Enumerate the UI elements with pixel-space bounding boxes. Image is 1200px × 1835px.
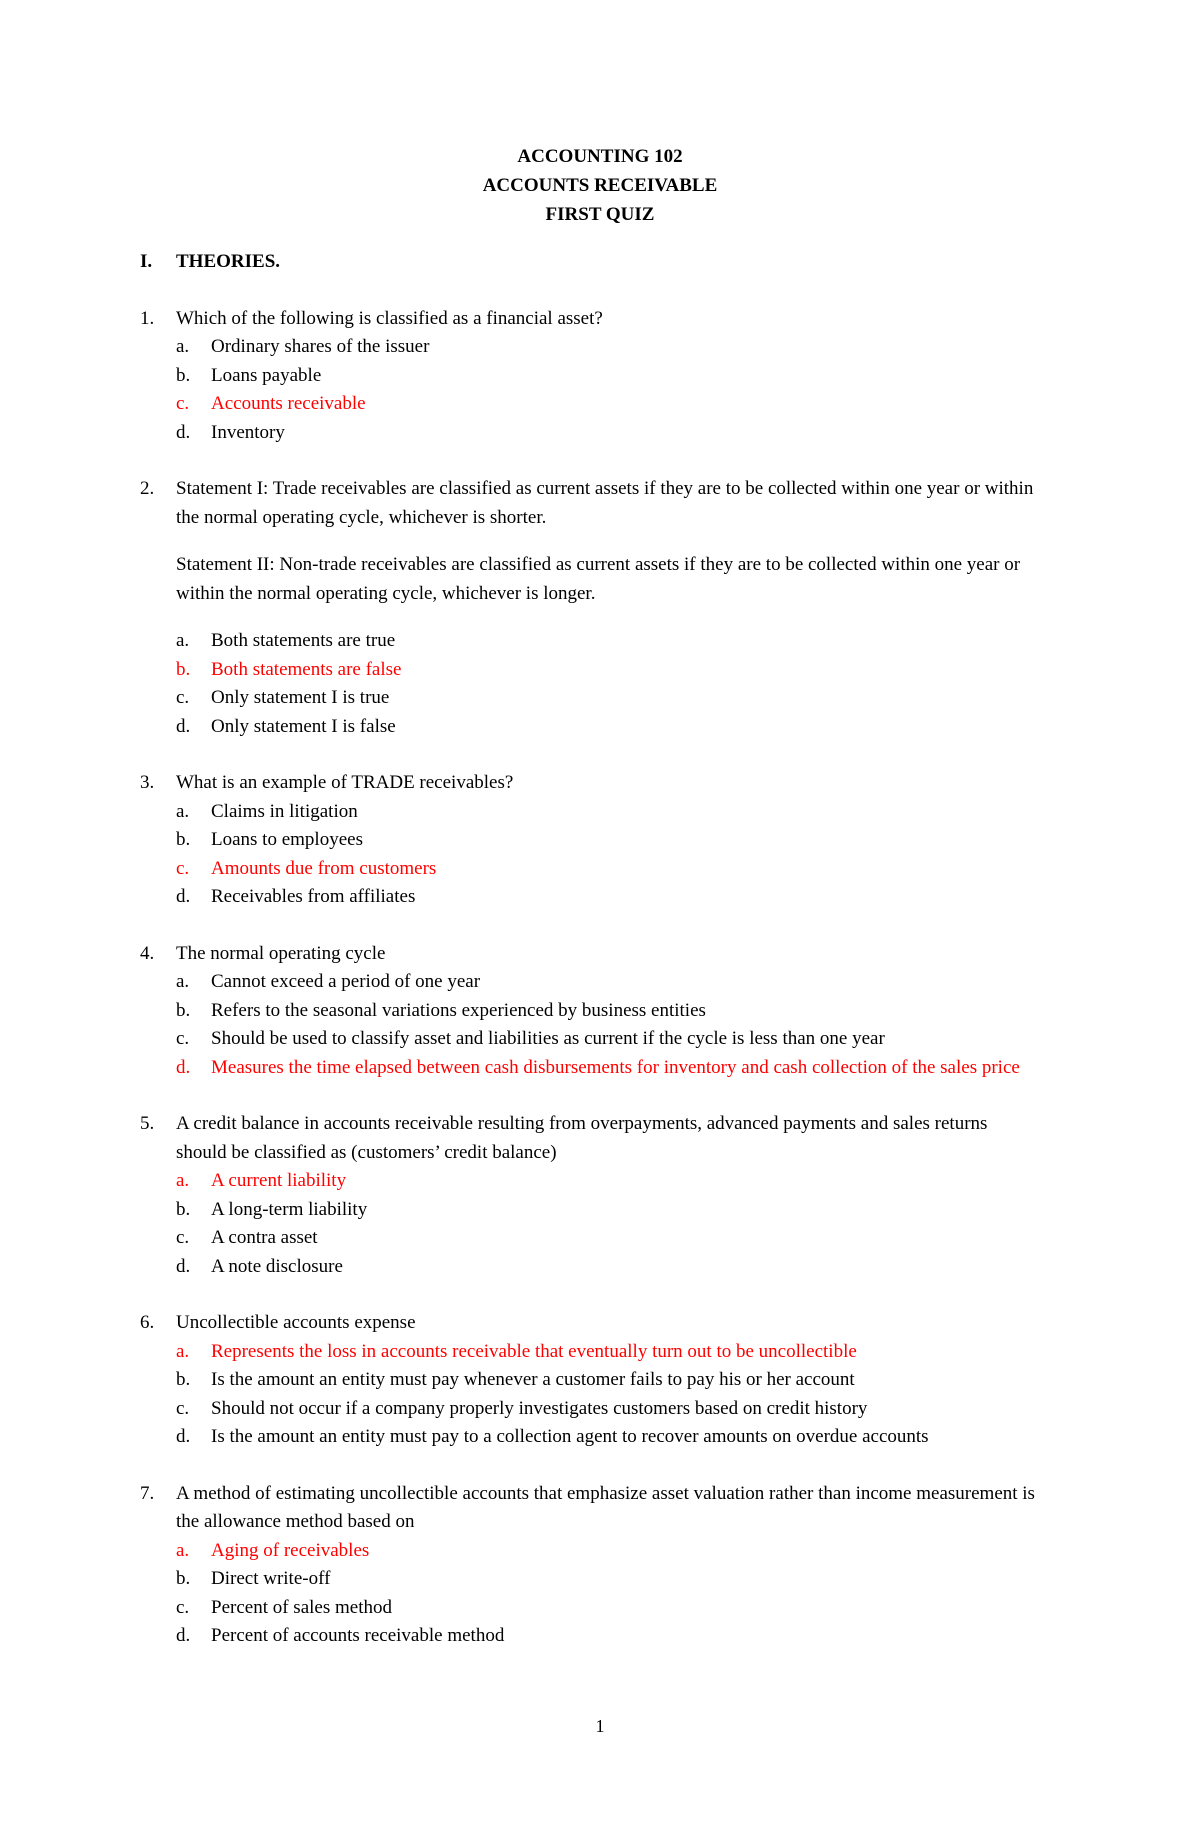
choice-a — [176, 627, 1040, 656]
choice-a — [176, 968, 1040, 997]
choice-d-answer — [176, 1054, 1040, 1083]
choice-d — [176, 1253, 1040, 1282]
choice-text: Claims in litigation — [211, 800, 358, 822]
choice-list — [176, 968, 1040, 1082]
choice-list — [176, 798, 1040, 912]
choice-letter: b. — [176, 829, 191, 850]
choice-d — [176, 419, 1040, 448]
choice-letter: d. — [176, 715, 191, 737]
choice-text: Only statement I is true — [211, 687, 390, 708]
choice-list — [176, 1537, 1040, 1651]
choice-text: Aging of receivables — [211, 1539, 370, 1561]
choice-letter: b. — [176, 364, 191, 386]
question-text: Which of the following is classified as a financial asset? — [176, 307, 603, 329]
choice-letter: d. — [176, 1625, 191, 1646]
choice-text: Is the amount an entity must pay whenever a customer fails to pay his or her account — [211, 1369, 855, 1390]
choice-text: A note disclosure — [211, 1255, 343, 1277]
choice-list — [176, 1167, 1040, 1281]
choice-list — [176, 1338, 1040, 1452]
choice-a-answer — [176, 1338, 1040, 1367]
choice-letter: c. — [176, 857, 190, 879]
choice-letter: a. — [176, 1340, 190, 1362]
topic-title: ACCOUNTS RECEIVABLE — [482, 175, 718, 196]
choice-text: Inventory — [211, 421, 285, 443]
question-number: 3. — [140, 772, 155, 793]
question-2 — [140, 475, 1040, 741]
choice-d — [176, 1622, 1040, 1651]
choice-a-answer — [176, 1167, 1040, 1196]
quiz-title: FIRST QUIZ — [545, 204, 655, 225]
section-heading — [140, 248, 1040, 277]
choice-letter: b. — [176, 1369, 191, 1390]
choice-letter: a. — [176, 1170, 190, 1191]
choice-letter: b. — [176, 1198, 191, 1220]
question-text: Statement I: Trade receivables are classified as current assets if they are to be collected within one year or within the normal operating cycle, whichever is shorter. — [176, 478, 1034, 528]
choice-text: Both statements are true — [211, 630, 396, 651]
question-3 — [140, 769, 1040, 912]
question-text: A credit balance in accounts receivable resulting from overpayments, advanced payments and sales returns should be classified as (customers’ credit balance) — [176, 1113, 988, 1163]
choice-a-answer — [176, 1537, 1040, 1566]
choice-letter: d. — [176, 421, 191, 443]
choice-d — [176, 1423, 1040, 1452]
question-number: 1. — [140, 307, 155, 329]
choice-d — [176, 713, 1040, 742]
choice-text: Refers to the seasonal variations experienced by business entities — [211, 999, 706, 1021]
choice-letter: a. — [176, 971, 190, 992]
question-number: 2. — [140, 478, 155, 499]
choice-c-answer — [176, 390, 1040, 419]
section-number: I. — [140, 251, 153, 272]
choice-letter: d. — [176, 1426, 191, 1447]
choice-list — [176, 627, 1040, 741]
choice-c — [176, 1025, 1040, 1054]
choice-a — [176, 333, 1040, 362]
section-title: THEORIES. — [176, 251, 281, 272]
choice-text: Should not occur if a company properly investigates customers based on credit history — [211, 1397, 868, 1419]
choice-b — [176, 826, 1040, 855]
choice-text: Percent of accounts receivable method — [211, 1625, 505, 1646]
choice-text: Loans payable — [211, 364, 322, 386]
choice-text: A current liability — [211, 1170, 347, 1191]
choice-letter: c. — [176, 1227, 190, 1248]
choice-b — [176, 362, 1040, 391]
choice-text: A long-term liability — [211, 1198, 368, 1220]
choice-b — [176, 1196, 1040, 1225]
choice-letter: a. — [176, 336, 190, 357]
choice-text: A contra asset — [211, 1227, 318, 1248]
quiz-content — [140, 248, 1040, 1679]
question-number: 6. — [140, 1312, 155, 1333]
choice-text: Should be used to classify asset and liabilities as current if the cycle is less than one year — [211, 1028, 885, 1049]
choice-letter: c. — [176, 1397, 190, 1419]
question-7 — [140, 1480, 1040, 1651]
choice-letter: d. — [176, 1255, 191, 1277]
choice-text: Percent of sales method — [211, 1596, 392, 1618]
choice-c — [176, 1594, 1040, 1623]
question-text: Uncollectible accounts expense — [176, 1312, 416, 1333]
choice-c-answer — [176, 855, 1040, 884]
choice-text: Loans to employees — [211, 829, 363, 850]
question-4 — [140, 940, 1040, 1083]
choice-letter: c. — [176, 687, 190, 708]
choice-text: Both statements are false — [211, 658, 402, 680]
question-number: 7. — [140, 1482, 155, 1504]
choice-letter: c. — [176, 393, 190, 414]
choice-text: Direct write-off — [211, 1568, 331, 1589]
question-text: What is an example of TRADE receivables? — [176, 772, 514, 793]
choice-text: Is the amount an entity must pay to a collection agent to recover amounts on overdue accounts — [211, 1426, 929, 1447]
choice-text: Amounts due from customers — [211, 857, 437, 879]
choice-c — [176, 684, 1040, 713]
question-number: 5. — [140, 1113, 155, 1134]
choice-text: Cannot exceed a period of one year — [211, 971, 481, 992]
choice-b — [176, 997, 1040, 1026]
choice-b — [176, 1366, 1040, 1395]
choice-letter: a. — [176, 1539, 190, 1561]
page-number: 1 — [595, 1716, 605, 1736]
choice-text: Ordinary shares of the issuer — [211, 336, 430, 357]
choice-letter: d. — [176, 886, 191, 907]
choice-letter: b. — [176, 658, 191, 680]
choice-letter: b. — [176, 999, 191, 1021]
choice-text: Accounts receivable — [211, 393, 366, 414]
choice-letter: b. — [176, 1568, 191, 1589]
question-text: A method of estimating uncollectible accounts that emphasize asset valuation rather than income measurement is the allowance method based on — [176, 1482, 1035, 1532]
course-title: ACCOUNTING 102 — [517, 146, 683, 167]
question-number: 4. — [140, 942, 155, 964]
choice-text: Receivables from affiliates — [211, 886, 416, 907]
choice-letter: c. — [176, 1596, 190, 1618]
choice-c — [176, 1224, 1040, 1253]
choice-letter: c. — [176, 1028, 190, 1049]
choice-text: Only statement I is false — [211, 715, 396, 737]
choice-letter: a. — [176, 630, 190, 651]
choice-list — [176, 333, 1040, 447]
document-title — [0, 142, 1200, 229]
choice-c — [176, 1395, 1040, 1424]
choice-b — [176, 1565, 1040, 1594]
choice-b-answer — [176, 656, 1040, 685]
choice-d — [176, 883, 1040, 912]
question-statement-2: Statement II: Non-trade receivables are classified as current assets if they are to be collected within one year or within the normal operating cycle, whichever is longer. — [176, 554, 1021, 604]
question-5 — [140, 1110, 1040, 1281]
question-6 — [140, 1309, 1040, 1452]
choice-a — [176, 798, 1040, 827]
choice-text: Represents the loss in accounts receivable that eventually turn out to be uncollectible — [211, 1340, 857, 1362]
choice-text: Measures the time elapsed between cash disbursements for inventory and cash collection of the sales price — [211, 1056, 1020, 1078]
choice-letter: a. — [176, 800, 190, 822]
question-text: The normal operating cycle — [176, 942, 386, 964]
choice-letter: d. — [176, 1056, 191, 1078]
question-1 — [140, 305, 1040, 448]
